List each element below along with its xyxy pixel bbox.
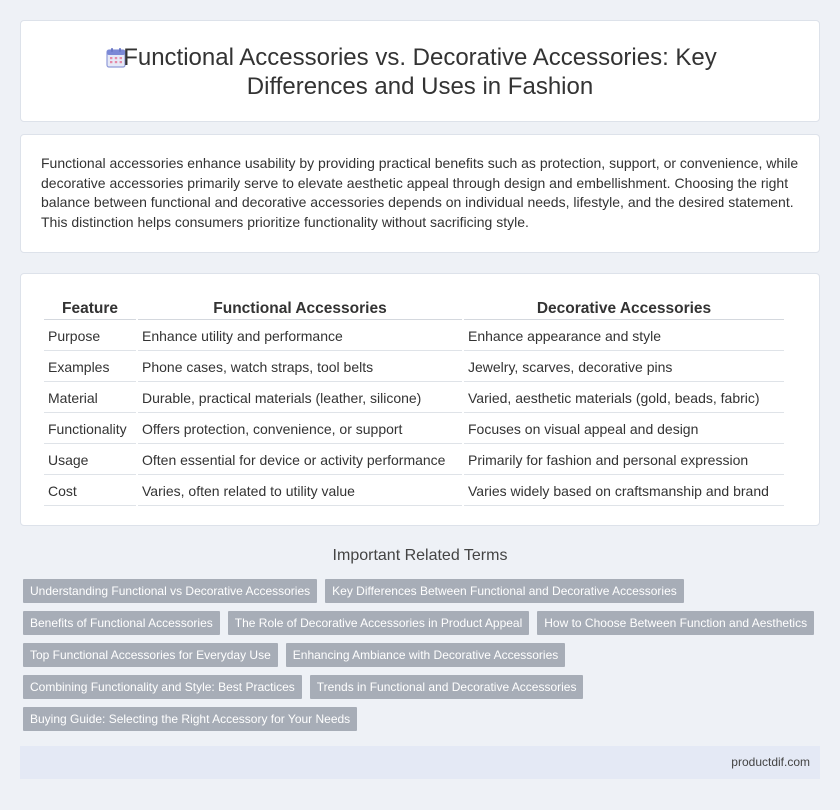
tag-row [20, 675, 822, 699]
page-title-line-2: Differences and Uses in Fashion [246, 73, 594, 100]
table-row [44, 384, 784, 413]
table-cell: Purpose [44, 322, 136, 351]
related-term-link[interactable]: How to Choose Between Function and Aesthetics [537, 611, 814, 635]
table-cell: Phone cases, watch straps, tool belts [138, 353, 462, 382]
table-cell: Usage [44, 446, 136, 475]
table-row [44, 322, 784, 351]
related-terms-list [20, 579, 822, 739]
page-title [123, 43, 717, 101]
related-term-link[interactable]: Benefits of Functional Accessories [23, 611, 220, 635]
comparison-table [42, 294, 786, 508]
table-cell: Primarily for fashion and personal expression [464, 446, 784, 475]
intro-paragraph: Functional accessories enhance usability by providing practical benefits such as protection, support, or convenience, while decorative accessories primarily serve to elevate aesthetic appeal through design and embellishment. Choosing the right balance between functional and decorative accessories depends on individual needs, lifestyle, and the desired statement. This distinction helps consumers prioritize functionality without sacrificing style. [41, 155, 799, 230]
table-row [44, 446, 784, 475]
table-cell: Jewelry, scarves, decorative pins [464, 353, 784, 382]
related-term-link[interactable]: Key Differences Between Functional and Decorative Accessories [325, 579, 684, 603]
table-cell: Enhance utility and performance [138, 322, 462, 351]
tag-row [20, 579, 822, 603]
table-header-row [44, 296, 784, 320]
table-cell: Focuses on visual appeal and design [464, 415, 784, 444]
table-row [44, 477, 784, 506]
table-cell: Offers protection, convenience, or support [138, 415, 462, 444]
table-row [44, 353, 784, 382]
related-term-link[interactable]: Buying Guide: Selecting the Right Accessory for Your Needs [23, 707, 357, 731]
tag-row [20, 611, 822, 635]
related-term-link[interactable]: Top Functional Accessories for Everyday Use [23, 643, 278, 667]
related-term-link[interactable]: The Role of Decorative Accessories in Product Appeal [228, 611, 529, 635]
table-cell: Varies widely based on craftsmanship and brand [464, 477, 784, 506]
header-functional: Functional Accessories [138, 296, 462, 320]
table-cell: Material [44, 384, 136, 413]
header-feature: Feature [44, 296, 136, 320]
table-cell: Varies, often related to utility value [138, 477, 462, 506]
intro-card [20, 134, 820, 253]
table-row [44, 415, 784, 444]
comparison-table-card [20, 273, 820, 526]
tag-row [20, 643, 822, 667]
table-cell: Often essential for device or activity performance [138, 446, 462, 475]
table-cell: Varied, aesthetic materials (gold, beads, fabric) [464, 384, 784, 413]
header-decorative: Decorative Accessories [464, 296, 784, 320]
table-cell: Enhance appearance and style [464, 322, 784, 351]
page-title-line-1: Functional Accessories vs. Decorative Accessories: Key [123, 44, 717, 71]
related-term-link[interactable]: Combining Functionality and Style: Best Practices [23, 675, 302, 699]
footer-site-link[interactable]: productdif.com [731, 755, 810, 769]
related-term-link[interactable]: Trends in Functional and Decorative Accessories [310, 675, 584, 699]
tag-row [20, 707, 822, 731]
related-term-link[interactable]: Understanding Functional vs Decorative Accessories [23, 579, 317, 603]
title-card [20, 20, 820, 122]
table-cell: Cost [44, 477, 136, 506]
footer [20, 746, 820, 779]
related-term-link[interactable]: Enhancing Ambiance with Decorative Accessories [286, 643, 565, 667]
related-terms-heading: Important Related Terms [332, 547, 508, 564]
table-cell: Durable, practical materials (leather, silicone) [138, 384, 462, 413]
table-cell: Examples [44, 353, 136, 382]
table-cell: Functionality [44, 415, 136, 444]
